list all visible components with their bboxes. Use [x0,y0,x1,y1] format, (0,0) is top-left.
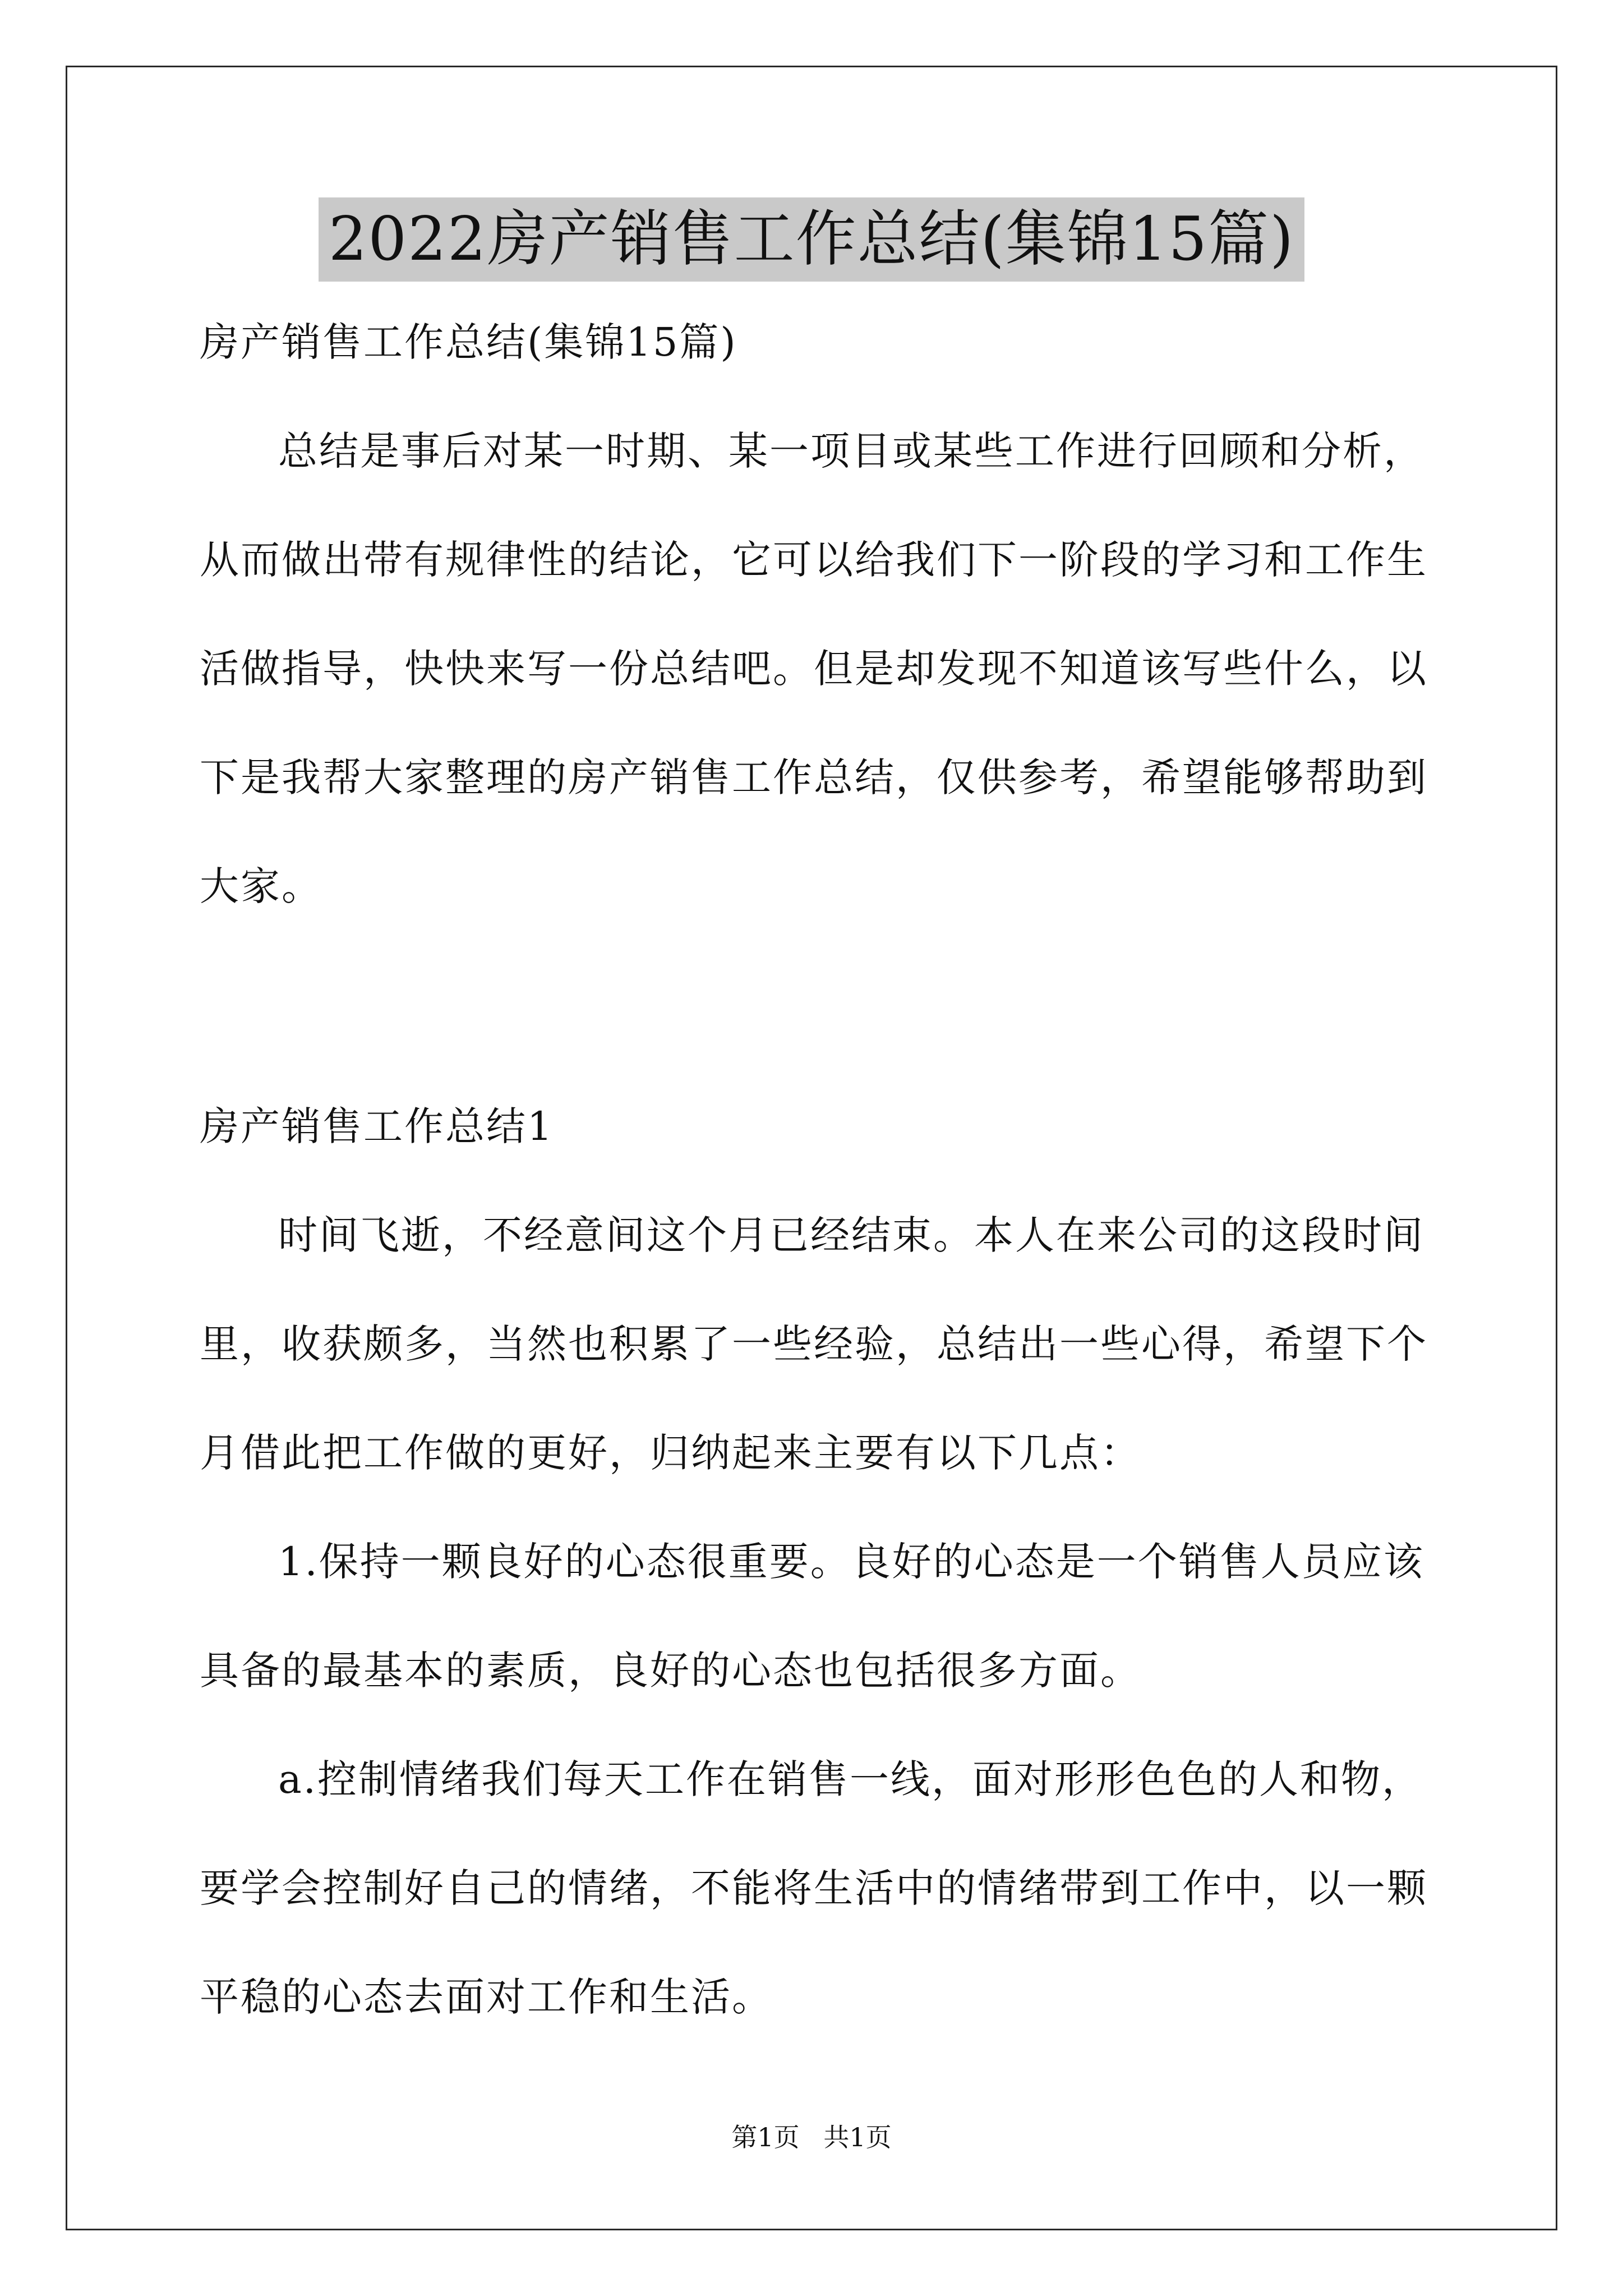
intro-line: 下是我帮大家整理的房产销售工作总结，仅供参考，希望能够帮助到 [200,754,1428,800]
title-block [0,197,1623,282]
section-line: a.控制情绪我们每天工作在销售一线，面对形形色色的人和物， [278,1756,1423,1802]
section-line: 1.保持一颗良好的心态很重要。良好的心态是一个销售人员应该 [278,1539,1424,1585]
document-subtitle: 房产销售工作总结(集锦15篇) [200,319,737,365]
section-line: 平稳的心态去面对工作和生活。 [200,1974,773,2020]
section-line: 要学会控制好自己的情绪，不能将生活中的情绪带到工作中，以一颗 [200,1865,1428,1911]
intro-line: 活做指导，快快来写一份总结吧。但是却发现不知道该写些什么，以 [200,646,1428,692]
page-footer [0,2120,1623,2154]
section-line: 里，收获颇多，当然也积累了一些经验，总结出一些心得，希望下个 [200,1321,1428,1367]
page-number-current: 第1页 [731,2122,800,2152]
document-title: 2022房产销售工作总结(集锦15篇) [319,197,1305,282]
page-number-total: 共1页 [823,2122,892,2152]
section-heading: 房产销售工作总结1 [200,1103,554,1149]
intro-line: 从而做出带有规律性的结论，它可以给我们下一阶段的学习和工作生 [200,537,1428,583]
intro-line: 大家。 [200,863,322,909]
intro-line: 总结是事后对某一时期、某一项目或某些工作进行回顾和分析， [278,428,1424,474]
section-line: 具备的最基本的素质，良好的心态也包括很多方面。 [200,1648,1141,1694]
section-line: 时间飞逝，不经意间这个月已经结束。本人在来公司的这段时间 [278,1212,1424,1258]
section-line: 月借此把工作做的更好，归纳起来主要有以下几点： [200,1430,1141,1476]
